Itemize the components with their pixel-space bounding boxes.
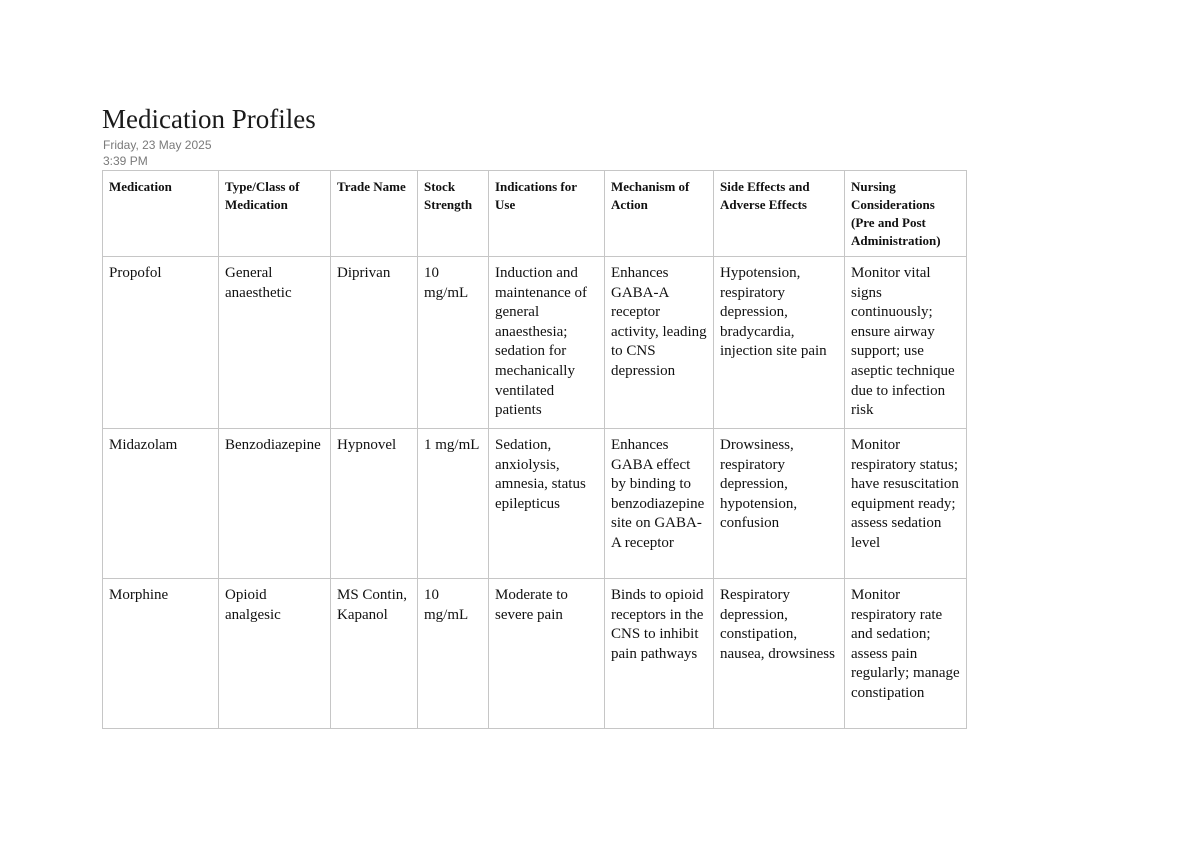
header-mechanism: Mechanism of Action — [605, 171, 714, 257]
cell-stock-strength: 10 mg/mL — [418, 579, 489, 729]
table-row — [103, 257, 967, 429]
header-medication: Medication — [103, 171, 219, 257]
header-indications: Indications for Use — [489, 171, 605, 257]
cell-medication: Morphine — [103, 579, 219, 729]
cell-nursing-considerations: Monitor respiratory rate and sedation; assess pain regularly; manage constipation — [845, 579, 967, 729]
cell-trade-name: MS Contin, Kapanol — [331, 579, 418, 729]
cell-mechanism: Enhances GABA-A receptor activity, leading to CNS depression — [605, 257, 714, 429]
medication-table — [102, 170, 967, 729]
table-header-row — [103, 171, 967, 257]
header-nursing-considerations: Nursing Considerations (Pre and Post Administration) — [845, 171, 967, 257]
cell-mechanism: Enhances GABA effect by binding to benzodiazepine site on GABA-A receptor — [605, 429, 714, 579]
cell-type-class: General anaesthetic — [219, 257, 331, 429]
cell-side-effects: Drowsiness, respiratory depression, hypotension, confusion — [714, 429, 845, 579]
note-time: 3:39 PM — [103, 154, 148, 168]
cell-indications: Induction and maintenance of general anaesthesia; sedation for mechanically ventilated patients — [489, 257, 605, 429]
page-title: Medication Profiles — [102, 104, 316, 134]
cell-nursing-considerations: Monitor respiratory status; have resuscitation equipment ready; assess sedation level — [845, 429, 967, 579]
cell-stock-strength: 10 mg/mL — [418, 257, 489, 429]
cell-side-effects: Respiratory depression, constipation, nausea, drowsiness — [714, 579, 845, 729]
cell-nursing-considerations: Monitor vital signs continuously; ensure airway support; use aseptic technique due to infection risk — [845, 257, 967, 429]
cell-indications: Moderate to severe pain — [489, 579, 605, 729]
note-date: Friday, 23 May 2025 — [103, 138, 212, 152]
cell-medication: Midazolam — [103, 429, 219, 579]
cell-side-effects: Hypotension, respiratory depression, bradycardia, injection site pain — [714, 257, 845, 429]
cell-mechanism: Binds to opioid receptors in the CNS to inhibit pain pathways — [605, 579, 714, 729]
header-stock-strength: Stock Strength — [418, 171, 489, 257]
cell-type-class: Benzodiazepine — [219, 429, 331, 579]
cell-medication: Propofol — [103, 257, 219, 429]
header-type-class: Type/Class of Medication — [219, 171, 331, 257]
header-trade-name: Trade Name — [331, 171, 418, 257]
table-row — [103, 579, 967, 729]
header-side-effects: Side Effects and Adverse Effects — [714, 171, 845, 257]
cell-type-class: Opioid analgesic — [219, 579, 331, 729]
table-row — [103, 429, 967, 579]
cell-trade-name: Hypnovel — [331, 429, 418, 579]
cell-indications: Sedation, anxiolysis, amnesia, status epilepticus — [489, 429, 605, 579]
cell-stock-strength: 1 mg/mL — [418, 429, 489, 579]
cell-trade-name: Diprivan — [331, 257, 418, 429]
